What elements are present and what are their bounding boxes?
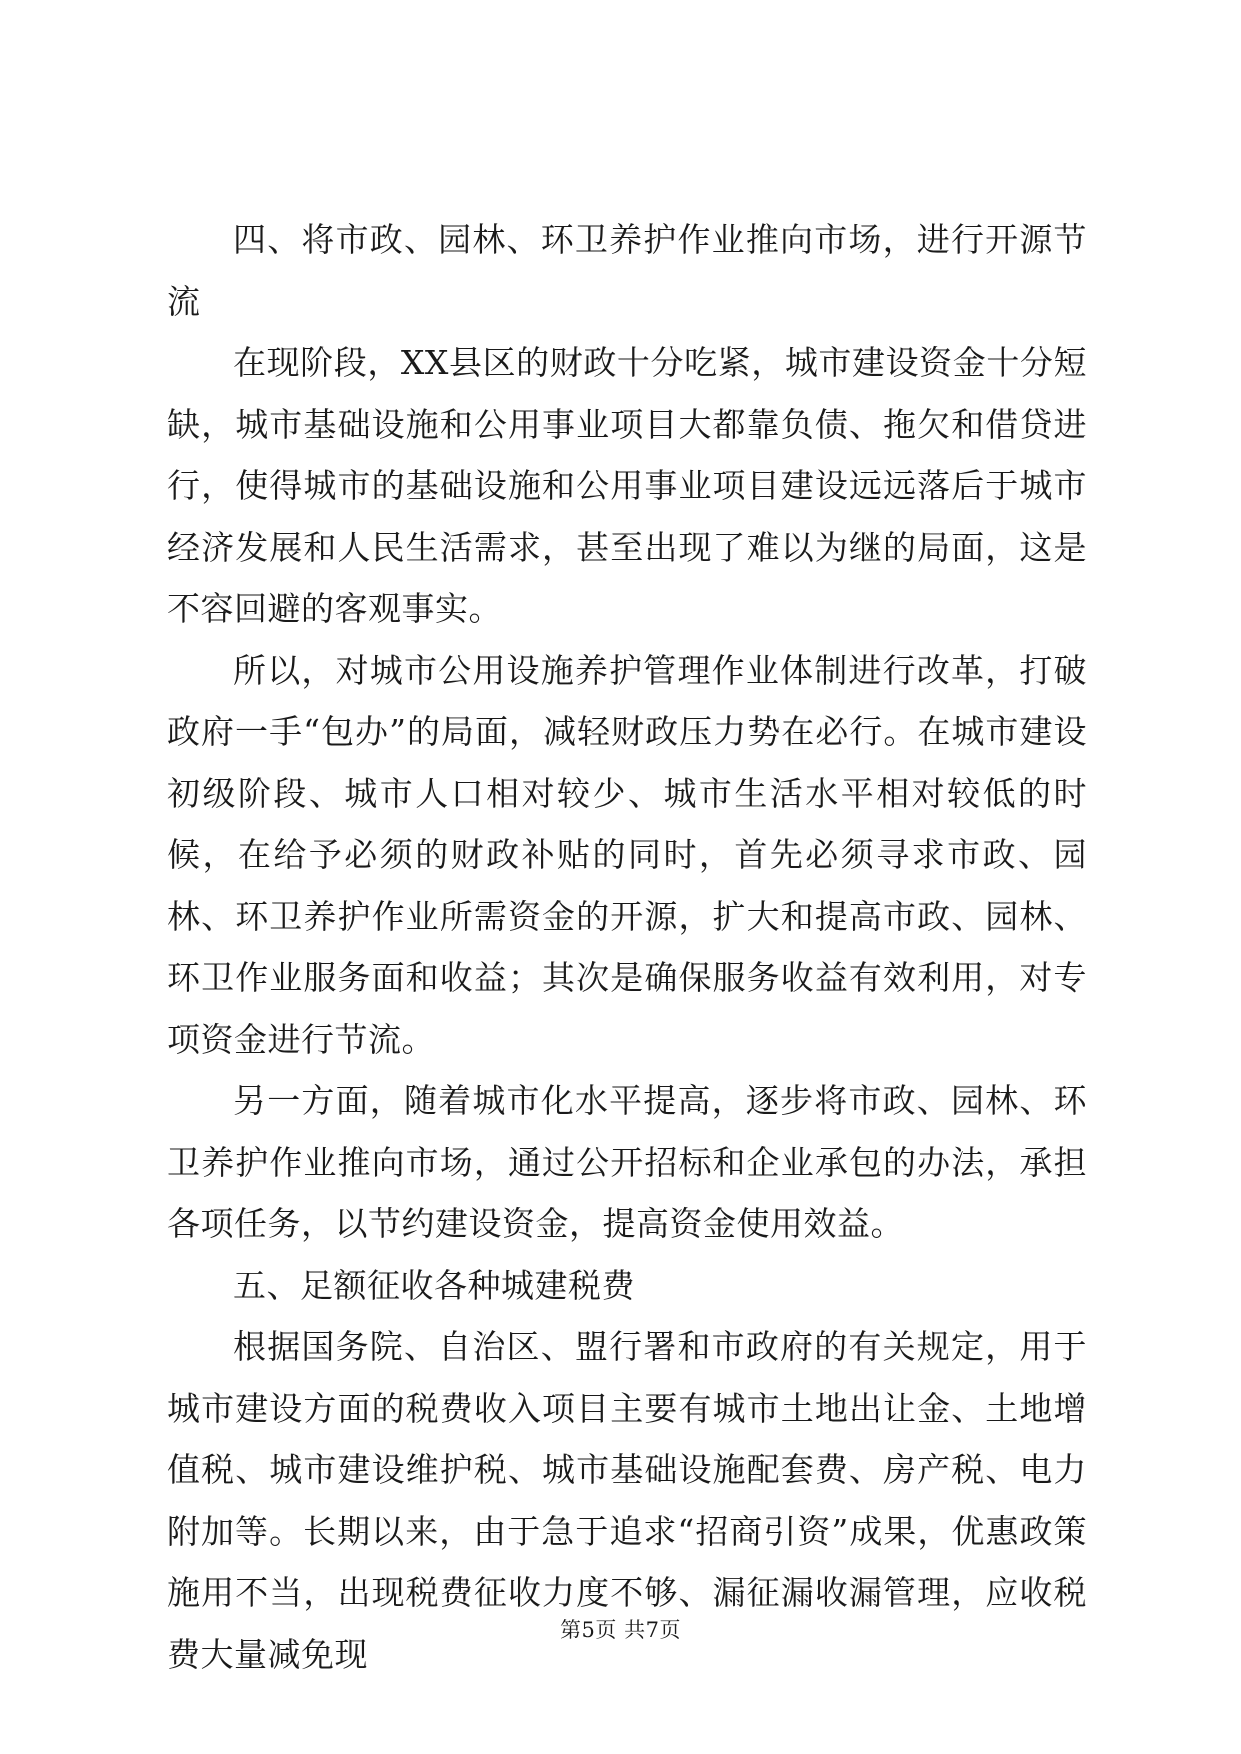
section-heading: 四、将市政、园林、环卫养护作业推向市场，进行开源节流	[167, 220, 1087, 321]
paragraph: 在现阶段，XX县区的财政十分吃紧，城市建设资金十分短缺，城市基础设施和公用事业项目大都靠负债、拖欠和借贷进行，使得城市的基础设施和公用事业项目建设远远落后于城市经济发展和人民生活需求，甚至出现了难以为继的局面，这是不容回避的客观事实。	[167, 343, 1087, 628]
paragraph: 所以，对城市公用设施养护管理作业体制进行改革，打破政府一手“包办”的局面，减轻财政压力势在必行。在城市建设初级阶段、城市人口相对较少、城市生活水平相对较低的时候，在给予必须的财政补贴的同时，首先必须寻求市政、园林、环卫养护作业所需资金的开源，扩大和提高市政、园林、环卫作业服务面和收益；其次是确保服务收益有效利用，对专项资金进行节流。	[167, 650, 1087, 1059]
section-heading: 五、足额征收各种城建税费	[233, 1265, 635, 1305]
document-body	[167, 209, 1087, 1685]
page-footer: 第5页 共7页	[560, 1618, 681, 1642]
paragraph: 根据国务院、自治区、盟行署和市政府的有关规定，用于城市建设方面的税费收入项目主要有城市土地出让金、土地增值税、城市建设维护税、城市基础设施配套费、房产税、电力附加等。长期以来，由于急于追求“招商引资”成果，优惠政策施用不当，出现税费征收力度不够、漏征漏收漏管理，应收税费大量减免现	[167, 1327, 1087, 1674]
paragraph: 另一方面，随着城市化水平提高，逐步将市政、园林、环卫养护作业推向市场，通过公开招标和企业承包的办法，承担各项任务，以节约建设资金，提高资金使用效益。	[167, 1081, 1087, 1243]
